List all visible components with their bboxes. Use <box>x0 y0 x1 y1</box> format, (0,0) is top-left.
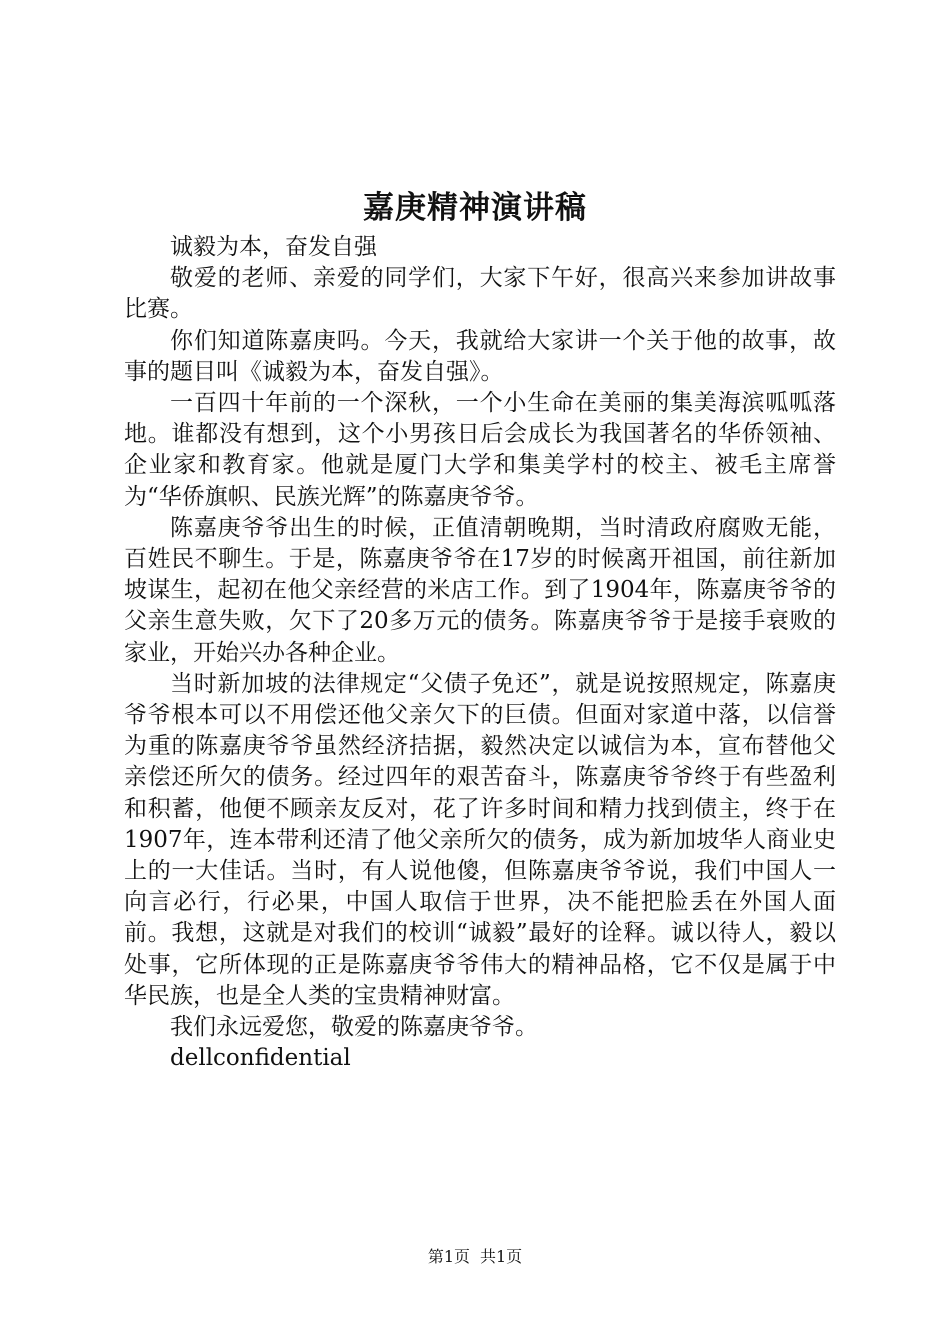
page-number: 第1页 <box>427 1247 470 1266</box>
paragraph-intro: 你们知道陈嘉庚吗。今天，我就给大家讲一个关于他的故事，故事的题目叫《诚毅为本，奋发自强》。 <box>124 327 836 385</box>
paragraph-early-life: 陈嘉庚爷爷出生的时候，正值清朝晚期，当时清政府腐败无能，百姓民不聊生。于是，陈嘉庚爷爷在17岁的时候离开祖国，前往新加坡谋生，起初在他父亲经营的米店工作。到了1904年，陈嘉庚爷爷的父亲生意失败，欠下了20多万元的债务。陈嘉庚爷爷于是接手衰败的家业，开始兴办各种企业。 <box>124 514 836 666</box>
paragraph-subtitle: 诚毅为本，奋发自强 <box>170 234 377 260</box>
page-total: 共1页 <box>480 1247 523 1266</box>
paragraph-greeting: 敬爱的老师、亲爱的同学们，大家下午好，很高兴来参加讲故事比赛。 <box>124 265 836 323</box>
page-footer <box>0 1246 950 1268</box>
paragraph-confidential: dellconfidential <box>170 1045 351 1072</box>
paragraph-closing: 我们永远爱您，敬爱的陈嘉庚爷爷。 <box>170 1014 538 1041</box>
document-title: 嘉庚精神演讲稿 <box>363 190 587 226</box>
paragraph-debt-story: 当时新加坡的法律规定“父债子免还”，就是说按照规定，陈嘉庚爷爷根本可以不用偿还他父亲欠下的巨债。但面对家道中落，以信誉为重的陈嘉庚爷爷虽然经济拮据，毅然决定以诚信为本，宣布替他父亲偿还所欠的债务。经过四年的艰苦奋斗，陈嘉庚爷爷终于有些盈利和积蓄，他便不顾亲友反对，花了许多时间和精力找到债主，终于在1907年，连本带利还清了他父亲所欠的债务，成为新加坡华人商业史上的一大佳话。当时，有人说他傻，但陈嘉庚爷爷说，我们中国人一向言必行，行必果，中国人取信于世界，决不能把脸丢在外国人面前。我想，这就是对我们的校训“诚毅”最好的诠释。诚以待人，毅以处事，它所体现的正是陈嘉庚爷爷伟大的精神品格，它不仅是属于中华民族，也是全人类的宝贵精神财富。 <box>124 670 836 1009</box>
paragraph-birth: 一百四十年前的一个深秋，一个小生命在美丽的集美海滨呱呱落地。谁都没有想到，这个小男孩日后会成长为我国著名的华侨领袖、企业家和教育家。他就是厦门大学和集美学村的校主、被毛主席誉为“华侨旗帜、民族光辉”的陈嘉庚爷爷。 <box>124 390 836 510</box>
document-body <box>124 232 836 1074</box>
